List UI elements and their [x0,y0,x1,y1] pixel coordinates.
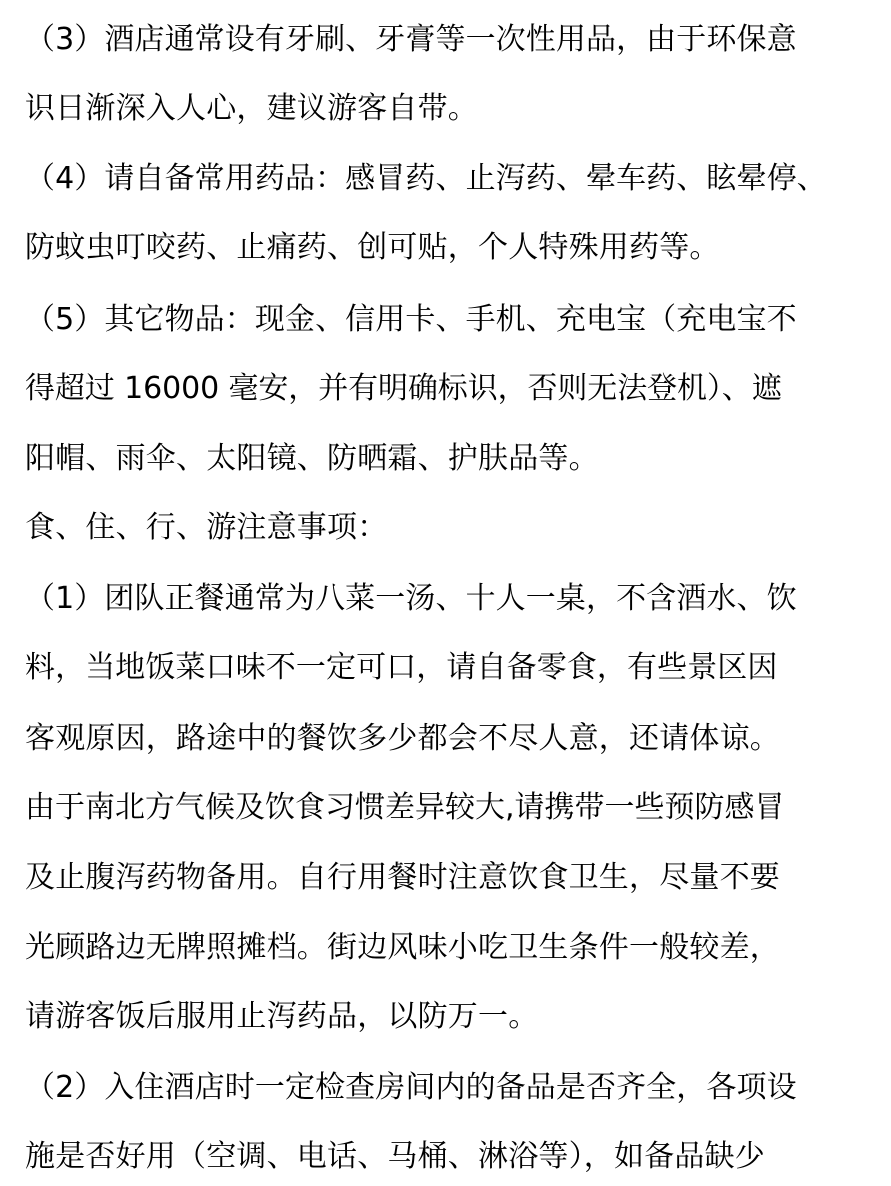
text-line: 及止腹泻药物备用。自行用餐时注意饮食卫生，尽量不要 [25,860,780,895]
text-line: 施是否好用（空调、电话、马桶、淋浴等），如备品缺少 [25,1139,765,1174]
text-line: （5）其它物品：现金、信用卡、手机、充电宝（充电宝不 [25,302,797,337]
text-line: 得超过 16000 毫安，并有明确标识，否则无法登机）、遮 [25,371,782,406]
text-line: （2）入住酒店时一定检查房间内的备品是否齐全，各项设 [25,1070,797,1105]
text-line: （4）请自备常用药品：感冒药、止泻药、晕车药、眩晕停、 [25,161,827,196]
text-line: 光顾路边无牌照摊档。街边风味小吃卫生条件一般较差， [25,930,780,965]
text-line: 请游客饭后服用止泻药品，以防万一。 [25,999,539,1034]
text-line: 客观原因，路途中的餐饮多少都会不尽人意，还请体谅。 [25,721,780,756]
text-line: 防蚊虫叮咬药、止痛药、创可贴，个人特殊用药等。 [25,230,720,265]
text-line: 料，当地饭菜口味不一定可口，请自备零食，有些景区因 [25,650,778,685]
section-heading: 食、住、行、游注意事项： [25,510,388,545]
text-line: 识日渐深入人心，建议游客自带。 [25,91,478,126]
text-line: 由于南北方气候及饮食习惯差异较大,请携带一些预防感冒 [25,790,785,825]
text-line: 阳帽、雨伞、太阳镜、防晒霜、护肤品等。 [25,441,599,476]
text-line: （1）团队正餐通常为八菜一汤、十人一桌，不含酒水、饮 [25,581,797,616]
text-line: （3）酒店通常设有牙刷、牙膏等一次性用品，由于环保意 [25,22,797,57]
